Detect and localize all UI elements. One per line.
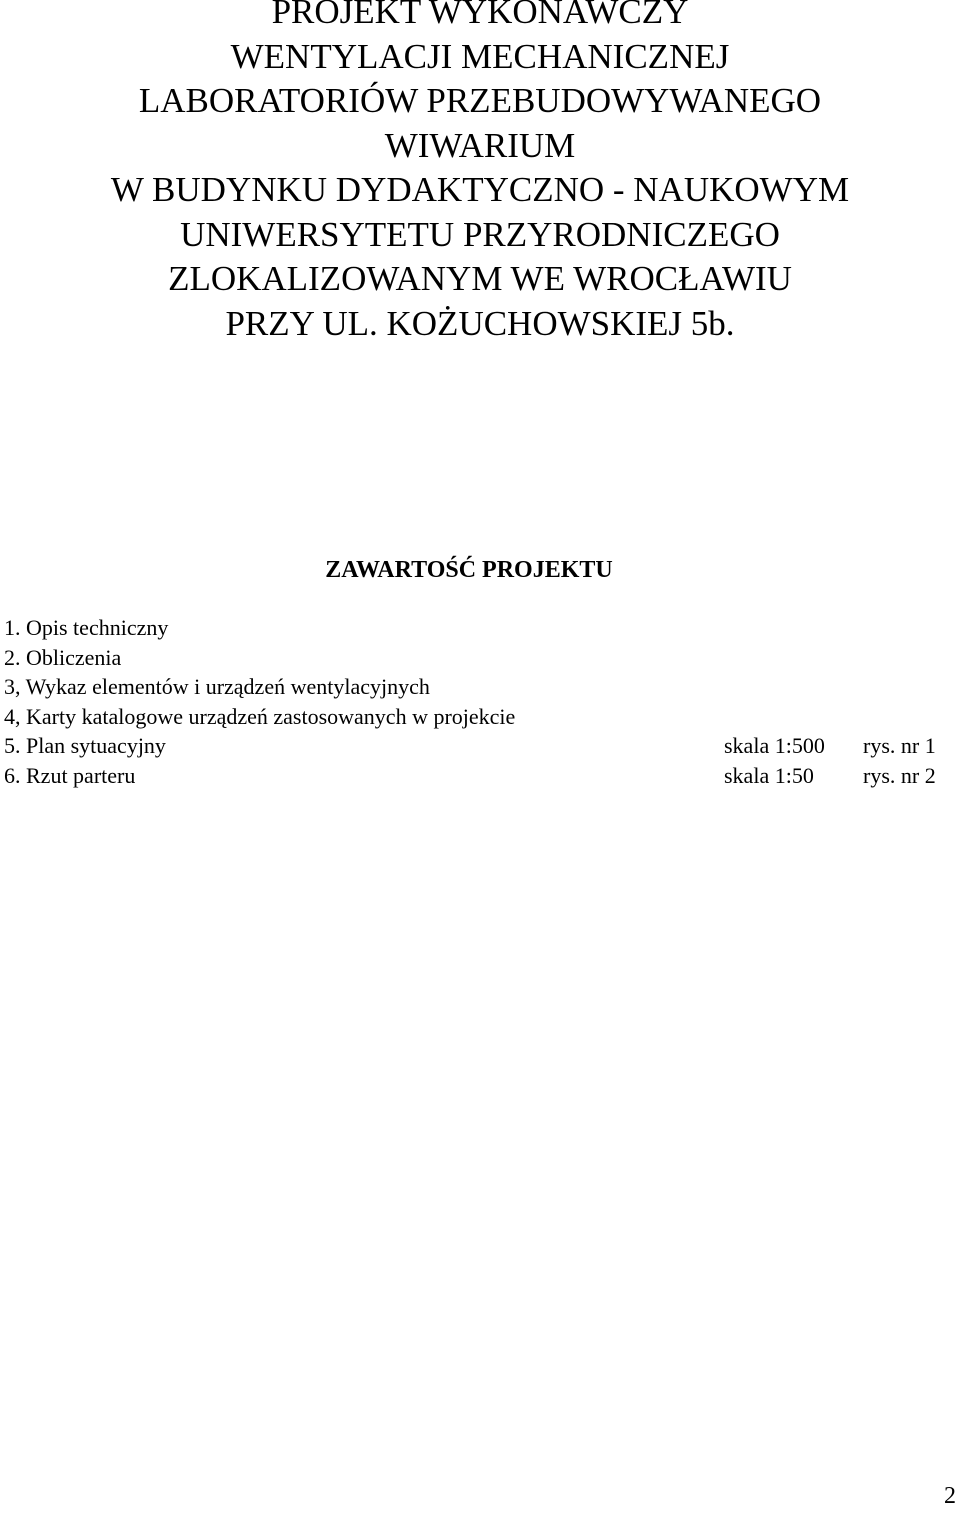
contents-item	[4, 613, 956, 643]
contents-item	[4, 672, 956, 702]
title-line: ZLOKALIZOWANYM WE WROCŁAWIU	[168, 259, 792, 298]
contents-item	[4, 761, 956, 791]
title-line: WENTYLACJI MECHANICZNEJ	[230, 36, 730, 76]
contents-item-text: 5. Plan sytuacyjny	[4, 733, 166, 758]
contents-item-scale: skala 1:50	[724, 762, 814, 788]
contents-item-text: 6. Rzut parteru	[4, 762, 136, 788]
document-title	[0, 0, 960, 346]
title-line: PROJEKT WYKONAWCZY	[271, 0, 689, 31]
title-line: LABORATORIÓW PRZEBUDOWYWANEGO	[138, 81, 822, 120]
contents-list	[4, 613, 956, 790]
contents-item-text: 4, Karty katalogowe urządzeń zastosowanych w projekcie	[4, 703, 516, 729]
title-line: W BUDYNKU DYDAKTYCZNO - NAUKOWYM	[110, 170, 850, 209]
contents-item-scale: skala 1:500	[724, 733, 825, 758]
contents-item-text: 3, Wykaz elementów i urządzeń wentylacyjnych	[4, 674, 430, 699]
contents-item-text: 2. Obliczenia	[4, 644, 122, 670]
contents-item	[4, 731, 956, 761]
page-number: 2	[944, 1483, 956, 1509]
contents-item	[4, 643, 956, 673]
contents-heading: ZAWARTOŚĆ PROJEKTU	[325, 557, 613, 583]
contents-item-sheet: rys. nr 2	[863, 762, 936, 788]
contents-item	[4, 702, 956, 732]
title-line: UNIWERSYTETU PRZYRODNICZEGO	[180, 214, 780, 254]
contents-item-text: 1. Opis techniczny	[4, 615, 169, 640]
contents-item-sheet: rys. nr 1	[863, 733, 936, 758]
title-line: PRZY UL. KOŻUCHOWSKIEJ 5b.	[225, 303, 735, 343]
title-line: WIWARIUM	[384, 125, 576, 165]
